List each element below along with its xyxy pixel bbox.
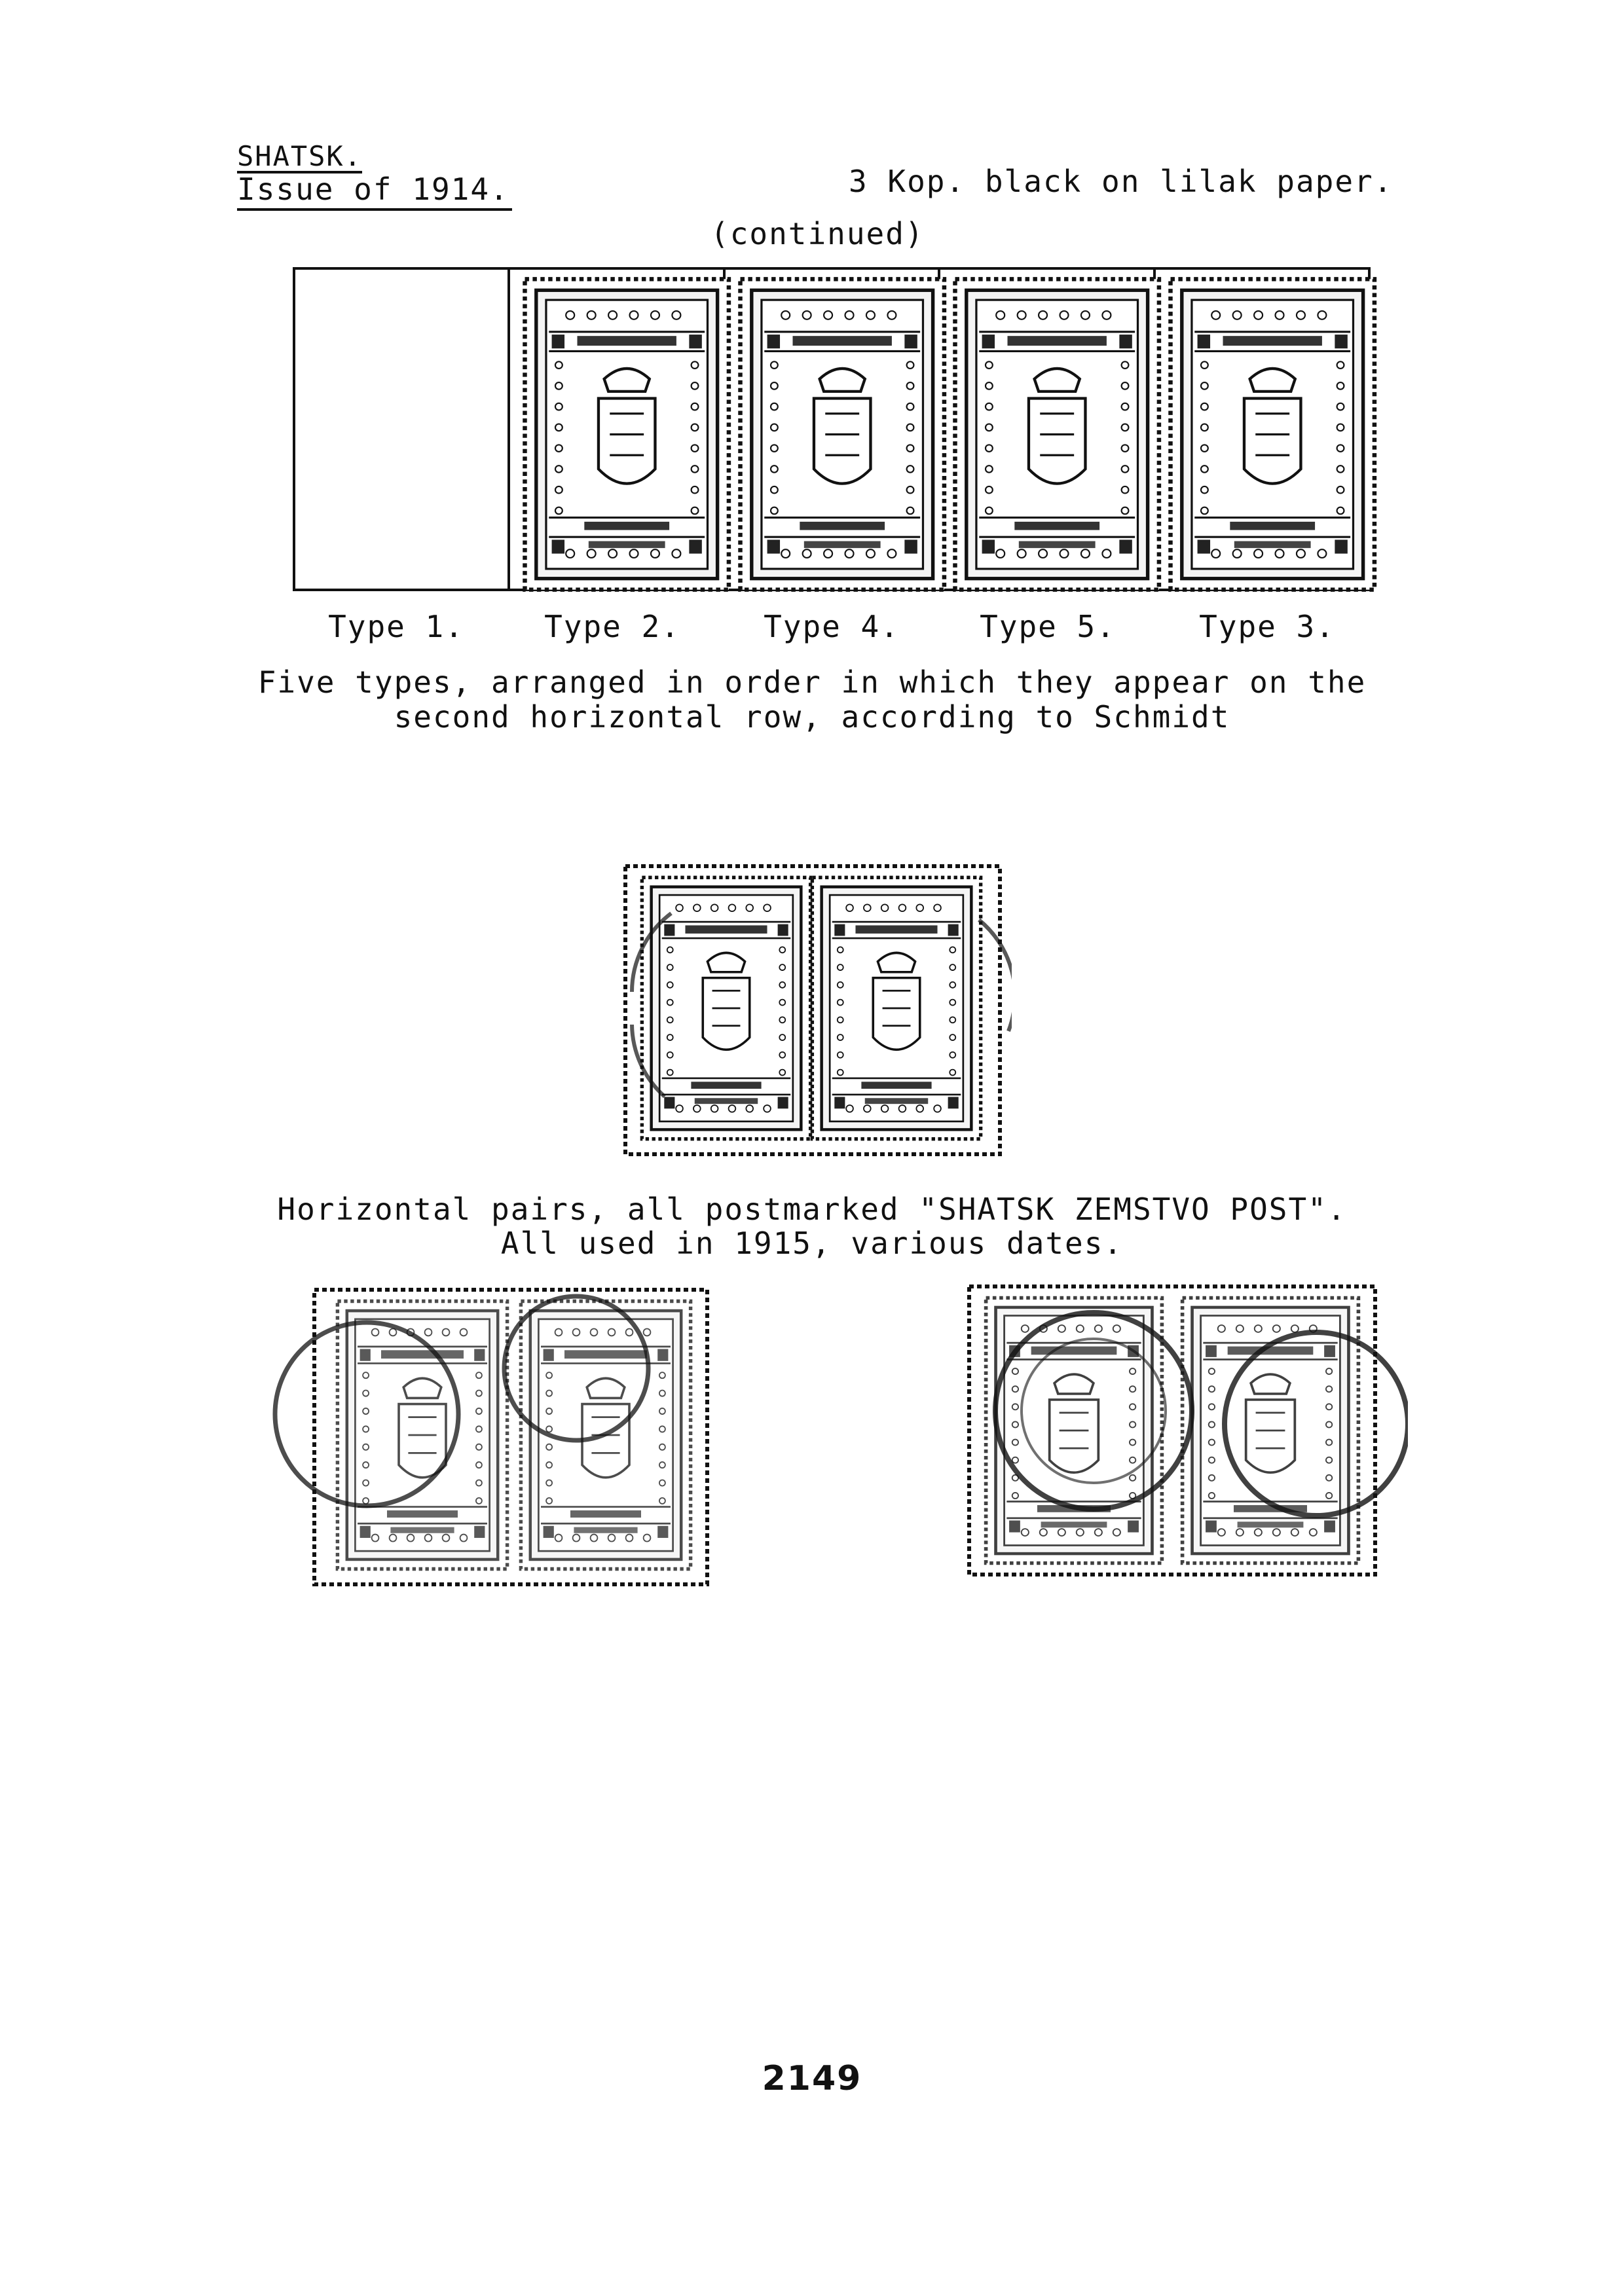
type-cell-4 (726, 270, 940, 589)
type-label: Type 1. (328, 609, 464, 644)
type-cell-1 (295, 270, 510, 589)
types-caption-line2: second horizontal row, according to Schmidt (394, 699, 1230, 735)
stamp-pair-center (612, 861, 1012, 1162)
stamp-description: 3 Kop. black on lilak paper. (849, 164, 1393, 199)
issue-year: Issue of 1914. (237, 172, 509, 207)
stamp-pair-left (262, 1283, 720, 1597)
stamp-pair-image (262, 1283, 720, 1597)
page-number: 2149 (762, 2059, 862, 2098)
type-cell-3 (1156, 270, 1368, 589)
type-cell-2 (510, 270, 725, 589)
types-caption-line1: Five types, arranged in order in which they appear on the (257, 665, 1367, 700)
stamp-image-type-4 (736, 275, 948, 594)
header-rule (237, 208, 512, 211)
type-label: Type 5. (980, 609, 1116, 644)
stamp-image-type-5 (951, 275, 1163, 594)
type-label: Type 4. (764, 609, 900, 644)
type-cell-5 (940, 270, 1155, 589)
stamp-image-type-3 (1166, 275, 1378, 594)
page-title: SHATSK. (237, 140, 363, 172)
pairs-caption-line2: All used in 1915, various dates. (500, 1226, 1124, 1261)
stamp-pair-right (963, 1280, 1408, 1588)
stamp-image-type-2 (521, 275, 733, 594)
type-label: Type 2. (544, 609, 680, 644)
types-table (293, 267, 1371, 591)
type-label: Type 3. (1199, 609, 1335, 644)
stamp-pair-image (963, 1280, 1408, 1588)
continued-note: (continued) (710, 216, 925, 251)
pairs-caption-line1: Horizontal pairs, all postmarked "SHATSK ZEMSTVO POST". (277, 1192, 1347, 1227)
stamp-pair-image (612, 861, 1012, 1162)
